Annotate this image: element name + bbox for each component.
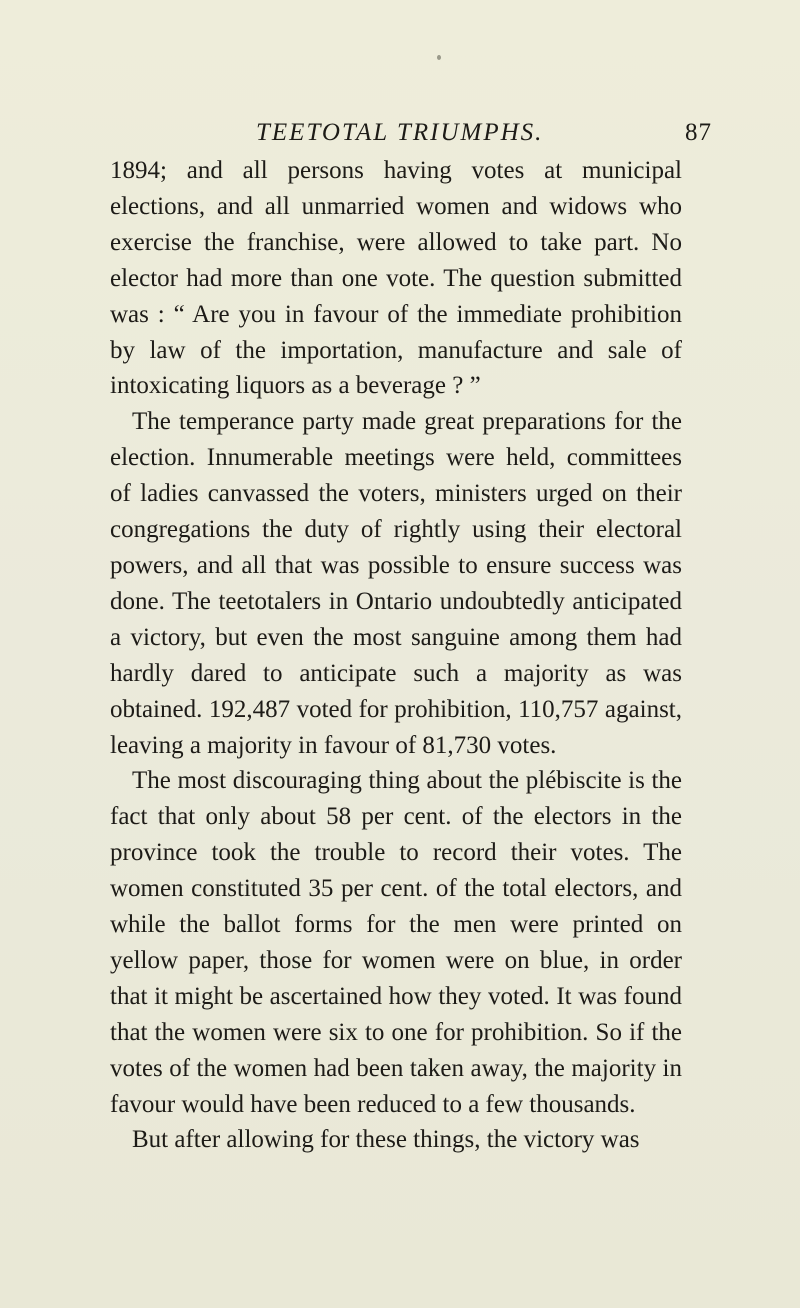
paragraph-victory: But after allowing for these things, the victory was (132, 1126, 640, 1154)
running-head: TEETOTAL TRIUMPHS. (256, 119, 544, 146)
paragraph-election: The temperance party made great preparations for the election. Innumerable meetings were held, committees of ladies canvassed the voters, ministers urged on their congregations the duty of rightly using their electoral powers, and all that was possible to ensure success was done. The teetotalers in Ontario undoubtedly anticipated a victory, but even the most sanguine among them had hardly dared to anticipate such a majority as was obtained. 192,487 voted for prohibition, 110,757 against, leaving a majority in favour of 81,730 votes. (110, 408, 682, 759)
page-number: 87 (685, 119, 712, 146)
paragraph-continued: 1894; and all persons having votes at municipal elections, and all unmarried women and widows who exercise the franchise, were allowed to take part. No elector had more than one vote. The question submitted was : “ Are you in favour of the immediate prohibition by law of the importation, manufacture and sale of intoxicating liquors as a beverage ? ” (110, 157, 682, 400)
paragraph-plebiscite: The most discouraging thing about the plébiscite is the fact that only about 58 per cent. of the electors in the province took the trouble to record their votes. The women constituted 35 per cent. of the total electors, and while the ballot forms for the men were printed on yellow paper, those for women were on blue, in order that it might be ascertained how they voted. It was found that the women were six to one for prohibition. So if the votes of the women had been taken away, the majority in favour would have been reduced to a few thousands. (110, 767, 682, 1118)
paper-speck (437, 55, 441, 60)
body-text (110, 153, 682, 1158)
